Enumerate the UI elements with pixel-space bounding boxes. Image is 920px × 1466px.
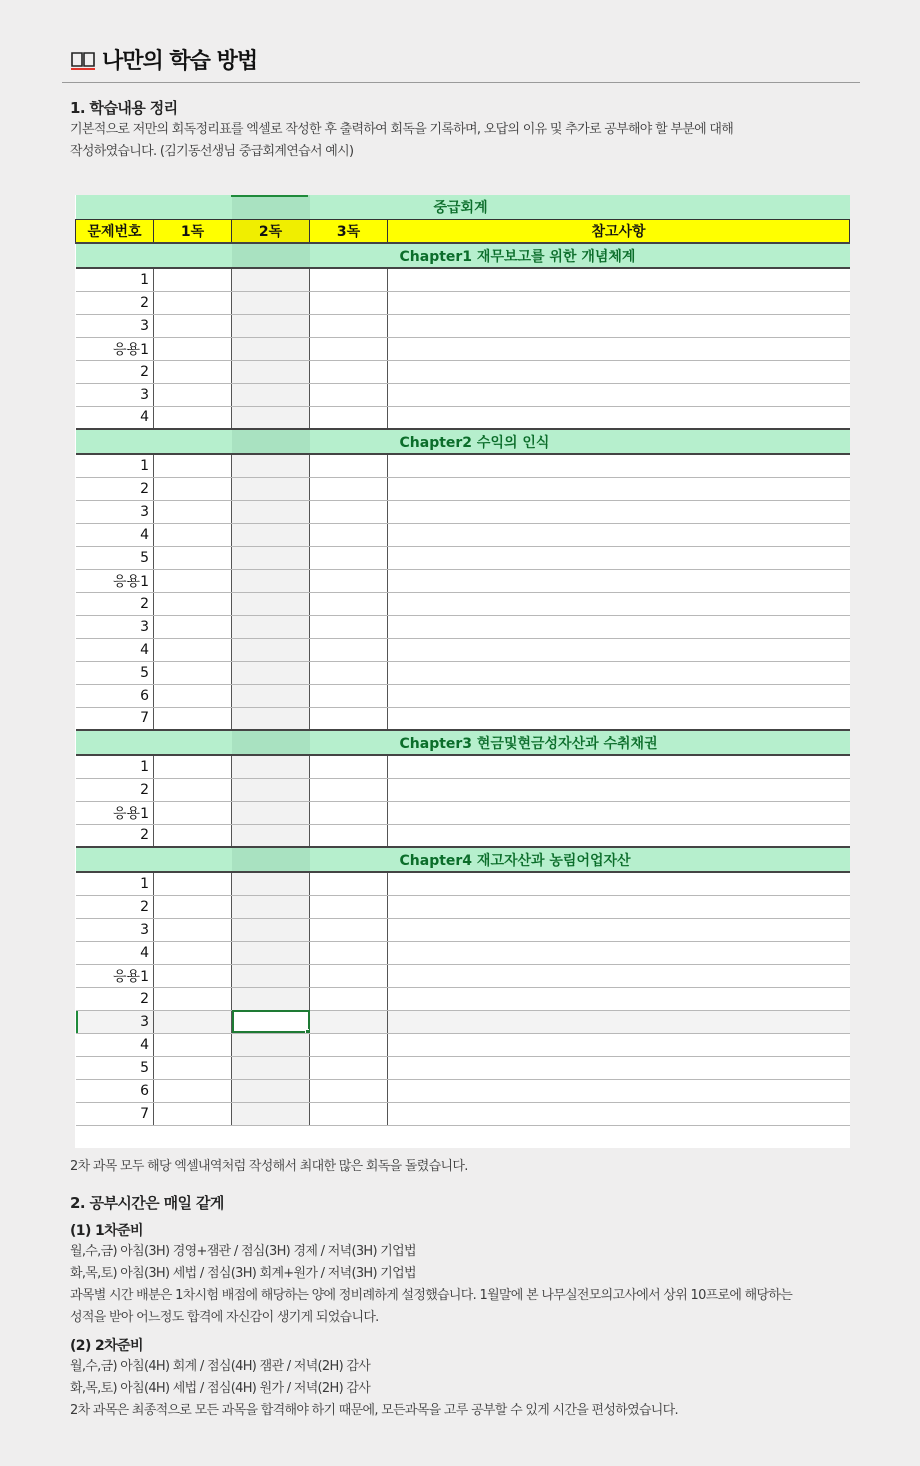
read-3-cell[interactable] (310, 1010, 388, 1033)
chapter-cell[interactable] (154, 429, 232, 454)
read-3-cell[interactable] (310, 615, 388, 638)
notes-cell[interactable] (388, 1010, 850, 1033)
title-divider (62, 82, 860, 83)
read-2-cell[interactable] (232, 872, 310, 895)
notes-cell[interactable] (388, 268, 850, 291)
read-2-cell[interactable] (232, 707, 310, 730)
chapter-cell[interactable] (310, 243, 388, 268)
problem-number-cell[interactable]: 7 (76, 1102, 154, 1125)
notes-cell[interactable] (388, 569, 850, 592)
read-2-cell[interactable] (232, 383, 310, 406)
problem-row (76, 406, 850, 429)
notes-cell[interactable] (388, 546, 850, 569)
chapter-cell[interactable] (232, 847, 310, 872)
active-cell[interactable] (232, 1010, 310, 1033)
notes-cell[interactable] (388, 291, 850, 314)
problem-number-cell[interactable]: 2 (76, 477, 154, 500)
read-1-cell[interactable] (154, 383, 232, 406)
notes-cell[interactable] (388, 454, 850, 477)
problem-row (76, 1056, 850, 1079)
problem-row (76, 638, 850, 661)
problem-number-cell[interactable]: 3 (76, 918, 154, 941)
notes-cell[interactable] (388, 1033, 850, 1056)
problem-number-cell[interactable]: 3 (76, 383, 154, 406)
read-2-cell[interactable] (232, 1033, 310, 1056)
header-row (76, 219, 850, 243)
chapter-cell[interactable] (310, 847, 388, 872)
part2-heading: (2) 2차준비 (70, 1338, 143, 1354)
problem-row (76, 824, 850, 847)
page-title-text: 나만의 학습 방법 (102, 49, 258, 74)
notes-cell[interactable] (388, 1079, 850, 1102)
read-2-cell[interactable] (232, 454, 310, 477)
header-read-3[interactable]: 3독 (310, 219, 388, 243)
read-3-cell[interactable] (310, 1033, 388, 1056)
read-1-cell[interactable] (154, 895, 232, 918)
read-2-cell[interactable] (232, 360, 310, 383)
problem-row (76, 337, 850, 360)
notes-cell[interactable] (388, 801, 850, 824)
chapter-cell[interactable] (232, 429, 310, 454)
read-1-cell[interactable] (154, 291, 232, 314)
problem-row (76, 918, 850, 941)
problem-number-cell[interactable]: 4 (76, 1033, 154, 1056)
notes-cell[interactable] (388, 661, 850, 684)
read-2-cell[interactable] (232, 638, 310, 661)
read-3-cell[interactable] (310, 918, 388, 941)
problem-number-cell[interactable]: 6 (76, 1079, 154, 1102)
chapter-cell[interactable] (310, 429, 388, 454)
read-1-cell[interactable] (154, 523, 232, 546)
problem-number-cell[interactable]: 1 (76, 872, 154, 895)
read-3-cell[interactable] (310, 500, 388, 523)
read-2-cell[interactable] (232, 1056, 310, 1079)
chapter-cell[interactable] (154, 243, 232, 268)
problem-number-cell[interactable]: 2 (76, 824, 154, 847)
header-read-2[interactable]: 2독 (232, 219, 310, 243)
problem-row (76, 546, 850, 569)
read-1-cell[interactable] (154, 638, 232, 661)
part1-line-1: 월,수,금) 아침(3H) 경영+잼관 / 점심(3H) 경제 / 저녁(3H) 기업법 (70, 1244, 416, 1259)
read-3-cell[interactable] (310, 661, 388, 684)
header-problem-number[interactable]: 문제번호 (76, 219, 154, 243)
notes-cell[interactable] (388, 872, 850, 895)
read-3-cell[interactable] (310, 454, 388, 477)
part2-line-3: 2차 과목은 최종적으로 모든 과목을 합격해야 하기 때문에, 모든과목을 고루 공부할 수 있게 시간을 편성하였습니다. (70, 1403, 678, 1418)
read-3-cell[interactable] (310, 546, 388, 569)
problem-number-cell[interactable]: 2 (76, 778, 154, 801)
read-3-cell[interactable] (310, 1102, 388, 1125)
problem-number-cell[interactable]: 3 (76, 615, 154, 638)
problem-number-cell[interactable]: 응용1 (76, 569, 154, 592)
read-2-cell[interactable] (232, 684, 310, 707)
notes-cell[interactable] (388, 500, 850, 523)
problem-row (76, 569, 850, 592)
read-1-cell[interactable] (154, 1056, 232, 1079)
header-notes[interactable]: 참고사항 (388, 219, 850, 243)
read-3-cell[interactable] (310, 778, 388, 801)
read-1-cell[interactable] (154, 500, 232, 523)
read-3-cell[interactable] (310, 801, 388, 824)
open-book-icon (70, 49, 96, 71)
problem-number-cell[interactable]: 2 (76, 987, 154, 1010)
read-1-cell[interactable] (154, 337, 232, 360)
problem-number-cell[interactable]: 4 (76, 406, 154, 429)
chapter-label[interactable]: Chapter2 수익의 인식 (388, 429, 850, 454)
section1-line-2: 작성하였습니다. (김기동선생님 중급회계연습서 예시) (70, 144, 354, 159)
read-2-cell[interactable] (232, 406, 310, 429)
sheet-title-row (76, 195, 850, 219)
read-3-cell[interactable] (310, 314, 388, 337)
chapter-cell[interactable] (232, 730, 310, 755)
problem-row (76, 477, 850, 500)
notes-cell[interactable] (388, 383, 850, 406)
problem-row (76, 661, 850, 684)
review-table (75, 195, 850, 1126)
problem-number-cell[interactable]: 7 (76, 707, 154, 730)
read-1-cell[interactable] (154, 941, 232, 964)
read-1-cell[interactable] (154, 987, 232, 1010)
column-selection-accent (231, 195, 308, 197)
problem-row (76, 684, 850, 707)
title-cell[interactable] (76, 195, 154, 219)
read-3-cell[interactable] (310, 755, 388, 778)
notes-cell[interactable] (388, 638, 850, 661)
read-3-cell[interactable] (310, 360, 388, 383)
chapter-row (76, 730, 850, 755)
notes-cell[interactable] (388, 824, 850, 847)
problem-number-cell[interactable]: 5 (76, 661, 154, 684)
read-2-cell[interactable] (232, 569, 310, 592)
read-2-cell[interactable] (232, 661, 310, 684)
read-2-cell[interactable] (232, 477, 310, 500)
problem-number-cell[interactable]: 응용1 (76, 801, 154, 824)
read-1-cell[interactable] (154, 268, 232, 291)
notes-cell[interactable] (388, 523, 850, 546)
sheet-caption: 2차 과목 모두 해당 엑셀내역처럼 작성해서 최대한 많은 회독을 돌렸습니다. (70, 1159, 468, 1174)
notes-cell[interactable] (388, 941, 850, 964)
read-1-cell[interactable] (154, 661, 232, 684)
fill-handle[interactable] (305, 1029, 310, 1034)
read-2-cell[interactable] (232, 755, 310, 778)
notes-cell[interactable] (388, 987, 850, 1010)
problem-row (76, 454, 850, 477)
read-1-cell[interactable] (154, 1102, 232, 1125)
section1-heading: 1. 학습내용 정리 (70, 99, 178, 117)
problem-number-cell[interactable]: 3 (76, 1010, 154, 1033)
read-3-cell[interactable] (310, 1079, 388, 1102)
read-3-cell[interactable] (310, 383, 388, 406)
problem-row (76, 383, 850, 406)
read-1-cell[interactable] (154, 872, 232, 895)
read-1-cell[interactable] (154, 406, 232, 429)
read-3-cell[interactable] (310, 895, 388, 918)
problem-row (76, 500, 850, 523)
problem-number-cell[interactable]: 2 (76, 895, 154, 918)
read-3-cell[interactable] (310, 638, 388, 661)
problem-number-cell[interactable]: 2 (76, 592, 154, 615)
section2-heading: 2. 공부시간은 매일 같게 (70, 1194, 224, 1212)
problem-row (76, 1102, 850, 1125)
read-3-cell[interactable] (310, 569, 388, 592)
title-cell[interactable] (310, 195, 388, 219)
read-1-cell[interactable] (154, 569, 232, 592)
read-1-cell[interactable] (154, 360, 232, 383)
spreadsheet (75, 195, 850, 1148)
sheet-title[interactable]: 중급회계 (388, 195, 850, 219)
problem-row (76, 964, 850, 987)
read-2-cell[interactable] (232, 987, 310, 1010)
problem-number-cell[interactable]: 응용1 (76, 337, 154, 360)
notes-cell[interactable] (388, 918, 850, 941)
chapter-cell[interactable] (76, 730, 154, 755)
problem-row (76, 1010, 850, 1033)
chapter-label[interactable]: Chapter4 재고자산과 농림어업자산 (388, 847, 850, 872)
notes-cell[interactable] (388, 592, 850, 615)
notes-cell[interactable] (388, 1056, 850, 1079)
problem-row (76, 360, 850, 383)
problem-number-cell[interactable]: 응용1 (76, 964, 154, 987)
problem-number-cell[interactable]: 5 (76, 546, 154, 569)
read-2-cell[interactable] (232, 314, 310, 337)
read-3-cell[interactable] (310, 337, 388, 360)
title-cell[interactable] (154, 195, 232, 219)
read-3-cell[interactable] (310, 707, 388, 730)
read-1-cell[interactable] (154, 546, 232, 569)
part1-line-3: 과목별 시간 배분은 1차시험 배점에 해당하는 양에 정비례하게 설정했습니다. 1월말에 본 나무실전모의고사에서 상위 10프로에 해당하는 (70, 1288, 793, 1303)
title-cell[interactable] (232, 195, 310, 219)
read-2-cell[interactable] (232, 1102, 310, 1125)
problem-row (76, 314, 850, 337)
section1-line-1: 기본적으로 저만의 회독정리표를 엑셀로 작성한 후 출력하여 회독을 기록하며, 오답의 이유 및 추가로 공부해야 할 부분에 대해 (70, 122, 734, 137)
problem-number-cell[interactable]: 4 (76, 638, 154, 661)
problem-row (76, 895, 850, 918)
read-2-cell[interactable] (232, 1079, 310, 1102)
problem-number-cell[interactable]: 1 (76, 755, 154, 778)
problem-row (76, 291, 850, 314)
chapter-label[interactable]: Chapter3 현금및현금성자산과 수취채권 (388, 730, 850, 755)
part1-heading: (1) 1차준비 (70, 1223, 143, 1239)
read-1-cell[interactable] (154, 314, 232, 337)
problem-number-cell[interactable]: 4 (76, 941, 154, 964)
problem-number-cell[interactable]: 4 (76, 523, 154, 546)
problem-row (76, 755, 850, 778)
notes-cell[interactable] (388, 314, 850, 337)
read-2-cell[interactable] (232, 918, 310, 941)
read-3-cell[interactable] (310, 824, 388, 847)
chapter-cell[interactable] (76, 429, 154, 454)
read-2-cell[interactable] (232, 523, 310, 546)
problem-row (76, 872, 850, 895)
chapter-cell[interactable] (76, 243, 154, 268)
part1-line-2: 화,목,토) 아침(3H) 세법 / 점심(3H) 회계+원가 / 저녁(3H) 기업법 (70, 1266, 416, 1281)
problem-number-cell[interactable]: 3 (76, 314, 154, 337)
problem-number-cell[interactable]: 6 (76, 684, 154, 707)
read-3-cell[interactable] (310, 477, 388, 500)
read-3-cell[interactable] (310, 592, 388, 615)
chapter-row (76, 243, 850, 268)
problem-row (76, 523, 850, 546)
problem-number-cell[interactable]: 1 (76, 454, 154, 477)
notes-cell[interactable] (388, 755, 850, 778)
read-1-cell[interactable] (154, 964, 232, 987)
problem-number-cell[interactable]: 2 (76, 360, 154, 383)
chapter-cell[interactable] (310, 730, 388, 755)
read-3-cell[interactable] (310, 941, 388, 964)
read-3-cell[interactable] (310, 523, 388, 546)
read-2-cell[interactable] (232, 268, 310, 291)
header-read-1[interactable]: 1독 (154, 219, 232, 243)
read-2-cell[interactable] (232, 941, 310, 964)
read-1-cell[interactable] (154, 684, 232, 707)
read-1-cell[interactable] (154, 778, 232, 801)
read-3-cell[interactable] (310, 406, 388, 429)
read-1-cell[interactable] (154, 801, 232, 824)
chapter-row (76, 847, 850, 872)
notes-cell[interactable] (388, 615, 850, 638)
chapter-cell[interactable] (76, 847, 154, 872)
read-1-cell[interactable] (154, 592, 232, 615)
read-2-cell[interactable] (232, 615, 310, 638)
notes-cell[interactable] (388, 337, 850, 360)
read-1-cell[interactable] (154, 918, 232, 941)
problem-row (76, 987, 850, 1010)
problem-row (76, 1033, 850, 1056)
read-2-cell[interactable] (232, 895, 310, 918)
part2-line-1: 월,수,금) 아침(4H) 회계 / 점심(4H) 잼관 / 저녁(2H) 감사 (70, 1359, 371, 1374)
notes-cell[interactable] (388, 1102, 850, 1125)
read-1-cell[interactable] (154, 1033, 232, 1056)
read-2-cell[interactable] (232, 964, 310, 987)
problem-number-cell[interactable]: 5 (76, 1056, 154, 1079)
read-2-cell[interactable] (232, 592, 310, 615)
notes-cell[interactable] (388, 707, 850, 730)
notes-cell[interactable] (388, 778, 850, 801)
problem-row (76, 1079, 850, 1102)
read-3-cell[interactable] (310, 1056, 388, 1079)
problem-row (76, 592, 850, 615)
page-title (70, 44, 257, 75)
read-2-cell[interactable] (232, 546, 310, 569)
read-1-cell[interactable] (154, 477, 232, 500)
problem-row (76, 268, 850, 291)
read-1-cell[interactable] (154, 755, 232, 778)
read-2-cell[interactable] (232, 337, 310, 360)
problem-row (76, 941, 850, 964)
chapter-cell[interactable] (154, 730, 232, 755)
part1-line-4: 성적을 받아 어느정도 합격에 자신감이 생기게 되었습니다. (70, 1310, 379, 1325)
read-3-cell[interactable] (310, 684, 388, 707)
read-1-cell[interactable] (154, 824, 232, 847)
chapter-row (76, 429, 850, 454)
notes-cell[interactable] (388, 360, 850, 383)
notes-cell[interactable] (388, 477, 850, 500)
part2-line-2: 화,목,토) 아침(4H) 세법 / 점심(4H) 원가 / 저녁(2H) 감사 (70, 1381, 371, 1396)
problem-number-cell[interactable]: 2 (76, 291, 154, 314)
problem-row (76, 615, 850, 638)
read-1-cell[interactable] (154, 615, 232, 638)
notes-cell[interactable] (388, 684, 850, 707)
problem-row (76, 707, 850, 730)
read-2-cell[interactable] (232, 824, 310, 847)
read-2-cell[interactable] (232, 291, 310, 314)
notes-cell[interactable] (388, 964, 850, 987)
read-3-cell[interactable] (310, 268, 388, 291)
chapter-label[interactable]: Chapter1 재무보고를 위한 개념체계 (388, 243, 850, 268)
read-1-cell[interactable] (154, 707, 232, 730)
problem-row (76, 778, 850, 801)
problem-number-cell[interactable]: 1 (76, 268, 154, 291)
read-2-cell[interactable] (232, 778, 310, 801)
chapter-cell[interactable] (232, 243, 310, 268)
read-3-cell[interactable] (310, 964, 388, 987)
read-2-cell[interactable] (232, 801, 310, 824)
read-3-cell[interactable] (310, 987, 388, 1010)
notes-cell[interactable] (388, 406, 850, 429)
notes-cell[interactable] (388, 895, 850, 918)
read-1-cell[interactable] (154, 1079, 232, 1102)
read-3-cell[interactable] (310, 872, 388, 895)
problem-number-cell[interactable]: 3 (76, 500, 154, 523)
read-3-cell[interactable] (310, 291, 388, 314)
chapter-cell[interactable] (154, 847, 232, 872)
read-1-cell[interactable] (154, 454, 232, 477)
problem-row (76, 801, 850, 824)
read-2-cell[interactable] (232, 500, 310, 523)
read-1-cell[interactable] (154, 1010, 232, 1033)
